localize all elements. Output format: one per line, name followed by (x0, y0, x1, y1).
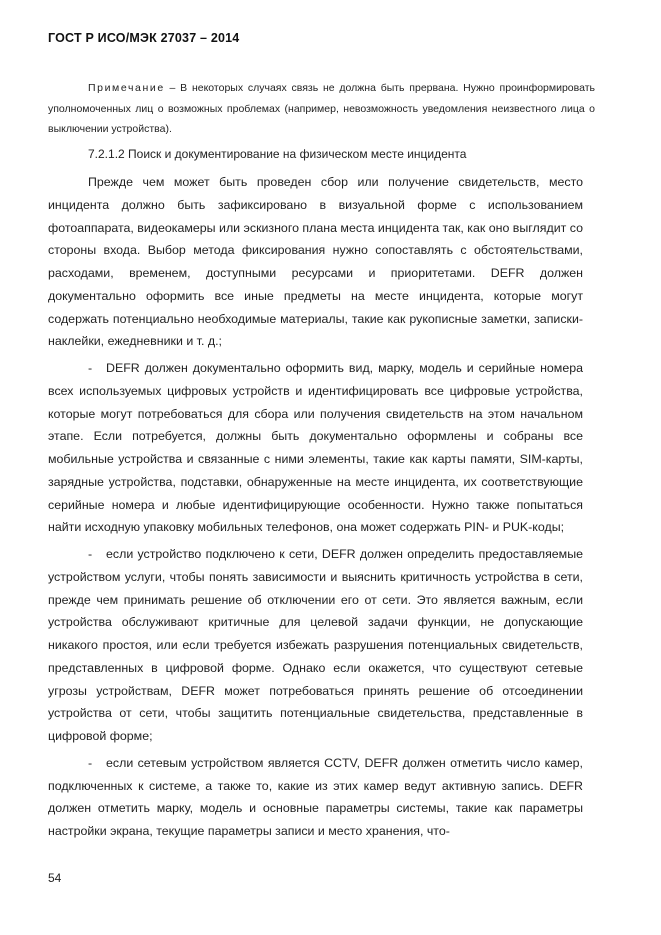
subsection-title: 7.2.1.2 Поиск и документирование на физическом месте инцидента (88, 147, 467, 161)
bullet-item-network (48, 543, 583, 748)
standard-header: ГОСТ Р ИСО/МЭК 27037 – 2014 (48, 31, 240, 45)
note-text: – В некоторых случаях связь не должна быть прервана. Нужно проинформировать уполномоченных лиц о возможных проблемах (например, невозможность уведомления неизвестного лица о выключении устройства). (48, 82, 595, 135)
bullet-dash: - (88, 755, 93, 770)
bullet-text: если устройство подключено к сети, DEFR должен определить предоставляемые устройством услуги, чтобы понять зависимости и выяснить критичность устройства в сети, прежде чем принимать решение об отключении его от сети. Это является важным, если устройства обслуживают критичные для целевой задачи функции, не допускающие никакого простоя, или если требуется избежать разрушения потенциальных свидетельств, представленных в цифровой форме. Однако если окажется, что существуют сетевые угрозы устройствам, DEFR может потребоваться принять решение об отсоединении устройства от сети, чтобы защитить потенциальные свидетельства, представленные в цифровой форме; (48, 547, 583, 743)
bullet-item-cctv (48, 752, 583, 843)
page-number: 54 (48, 871, 62, 885)
paragraph-text: Прежде чем может быть проведен сбор или получение свидетельств, место инцидента должно быть зафиксировано в визуальной форме с использованием фотоаппарата, видеокамеры или эскизного плана места инцидента так, как оно выглядит со стороны входа. Выбор метода фиксирования нужно сопоставлять с обстоятельствами, расходами, временем, доступными ресурсами и приоритетами. DEFR должен документально оформить все иные предметы на месте инцидента, которые могут содержать потенциально необходимые материалы, такие как рукописные заметки, записки-наклейки, ежедневники и т. д.; (48, 175, 583, 349)
body-text (48, 171, 583, 847)
bullet-text: DEFR должен документально оформить вид, марку, модель и серийные номера всех используемых цифровых устройств и идентифицировать все цифровые устройства, которые могут потребоваться для сбора или получения свидетельств на этом начальном этапе. Если потребуется, должны быть документально оформлены и собраны все мобильные устройства и связанные с ними элементы, такие как карты памяти, SIM-карты, зарядные устройства, подставки, обнаруженные на месте инцидента, их соответствующие серийные номера и любые идентифицирующие особенности. Нужно также попытаться найти исходную упаковку мобильных телефонов, она может содержать PIN- и PUK-коды; (48, 361, 583, 535)
paragraph-intro (48, 171, 583, 353)
note-block (48, 78, 595, 140)
bullet-dash: - (88, 361, 93, 375)
note-label: Примечание (88, 82, 165, 94)
bullet-dash: - (88, 547, 93, 561)
bullet-item-devices (48, 357, 583, 539)
bullet-text: если сетевым устройством является CCTV, DEFR должен отметить число камер, подключенных к системе, а также то, какие из этих камер ведут активную запись. DEFR должен отметить марку, модель и основные параметры системы, такие как параметры настройки экрана, текущие параметры записи и место хранения, что- (48, 755, 583, 838)
